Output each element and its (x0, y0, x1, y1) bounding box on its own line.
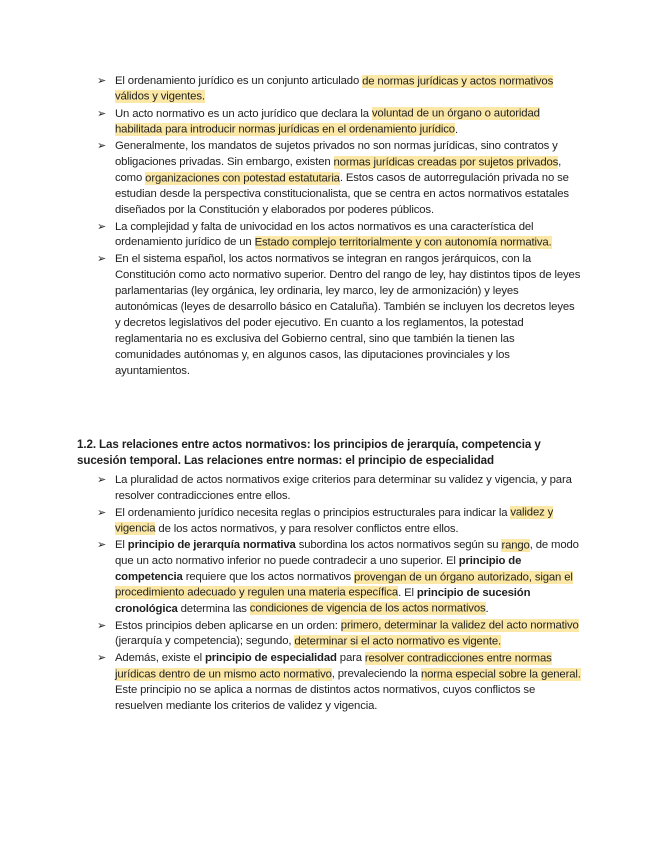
body-text: . El (398, 586, 417, 599)
body-text: Estos principios deben aplicarse en un orden: (115, 619, 341, 632)
arrow-bullet-icon: ➢ (97, 652, 107, 665)
bullet-list-section-2 (97, 473, 581, 716)
body-text: , prevaleciendo la (331, 668, 421, 681)
body-text: , de modo que un acto normativo inferior no puede contradecir a uno superior. El (115, 539, 579, 568)
body-text: Además, existe el (115, 652, 205, 665)
arrow-bullet-icon: ➢ (97, 107, 107, 120)
bold-term: principio de especialidad (204, 652, 337, 665)
section-heading: 1.2. Las relaciones entre actos normativos: los principios de jerarquía, competencia y sucesión temporal. Las relaciones entre normas: el principio de especialidad (77, 438, 541, 467)
bullet-item (97, 252, 581, 379)
bullet-item (97, 473, 581, 505)
bullet-item (97, 220, 581, 252)
bullet-item (97, 139, 581, 219)
highlighted-text: resolver contradicciones entre normas jurídicas dentro de un mismo acto normativo (115, 652, 552, 681)
body-text: En el sistema español, los actos normativos se integran en rangos jerárquicos, con la Constitución como acto normativo superior. Dentro del rango de ley, hay distintos tipos de leyes parlamentarias (ley orgánica, ley ordinaria, ley marco, ley de armonización) y leyes autonómicas (leyes de desarrollo básico en Cataluña). También se incluyen los decretos leyes y decretos legislativos del poder ejecutivo. En cuanto a los reglamentos, la potestad reglamentaria no es exclusiva del Gobierno central, sino que también la tienen las comunidades autónomas y, en algunos casos, las diputaciones provinciales y los ayuntamientos. (115, 253, 581, 377)
highlighted-text: condiciones de vigencia de los actos normativos (249, 602, 486, 615)
arrow-bullet-icon: ➢ (97, 75, 107, 87)
body-text: . Estos casos de autorregulación privada no se estudian desde la perspectiva constitucionalista, que se centra en actos normativos estatales diseñados por la Constitución y elaborados por poderes públicos. (115, 172, 569, 216)
body-text: de los actos normativos, y para resolver conflictos entre ellos. (155, 522, 459, 535)
body-text: para (336, 652, 365, 665)
bold-term: principio de jerarquía normativa (127, 539, 296, 552)
body-text: El (115, 539, 128, 552)
arrow-bullet-icon: ➢ (97, 220, 107, 233)
bullet-item (97, 74, 581, 106)
body-text: . (454, 123, 458, 136)
highlighted-text: determinar si el acto normativo es vigente. (294, 635, 502, 648)
body-text: Un acto normativo es un acto jurídico que declara la (115, 107, 372, 120)
arrow-bullet-icon: ➢ (97, 619, 107, 632)
body-text: Generalmente, los mandatos de sujetos privados no son normas jurídicas, sino contratos y obligaciones privadas. Sin embargo, existen (115, 140, 558, 169)
body-text: (jerarquía y competencia); segundo, (115, 635, 295, 648)
bullet-item (97, 619, 581, 651)
arrow-bullet-icon: ➢ (97, 539, 107, 552)
highlighted-text: Estado complejo territorialmente y con autonomía normativa. (254, 236, 552, 249)
bullet-item (97, 538, 581, 618)
arrow-bullet-icon: ➢ (97, 140, 107, 153)
body-text: El ordenamiento jurídico es un conjunto articulado (115, 75, 363, 87)
bullet-item (97, 506, 581, 538)
highlighted-text: de normas jurídicas y actos normativos válidos y vigentes. (115, 75, 554, 103)
arrow-bullet-icon: ➢ (97, 506, 107, 519)
bullet-item (97, 651, 581, 715)
body-text: . (485, 602, 489, 615)
bold-term: principio de sucesión cronológica (115, 586, 531, 615)
bold-term: principio de competencia (115, 555, 522, 584)
body-text: El ordenamiento jurídico necesita reglas o principios estructurales para indicar la (115, 506, 511, 519)
highlighted-text: norma especial sobre la general. (420, 668, 581, 681)
highlighted-text: validez y vigencia (115, 506, 554, 535)
highlighted-text: voluntad de un órgano o autoridad habilitada para introducir normas jurídicas en el ordenamiento jurídico (115, 107, 540, 136)
body-text: La pluralidad de actos normativos exige criterios para determinar su validez y vigencia, y para resolver contradicciones entre ellos. (115, 474, 572, 502)
highlighted-text: normas jurídicas creadas por sujetos privados (333, 156, 559, 169)
body-text: subordina los actos normativos según su (295, 539, 502, 552)
body-text: Este principio no se aplica a normas de distintos actos normativos, cuyos conflictos se resuelven mediante los criterios de validez y vigencia. (115, 683, 536, 712)
highlighted-text: primero, determinar la validez del acto normativo (340, 619, 579, 632)
highlighted-text: organizaciones con potestad estatutaria (145, 172, 340, 185)
highlighted-text: provengan de un órgano autorizado, sigan el procedimiento adecuado y regulen una materia específica (115, 571, 573, 599)
body-text: requiere que los actos normativos (182, 571, 355, 584)
bullet-item (97, 107, 581, 139)
arrow-bullet-icon: ➢ (97, 474, 107, 486)
highlighted-text: rango (501, 539, 530, 552)
arrow-bullet-icon: ➢ (97, 253, 107, 266)
body-text: determina las (177, 602, 250, 615)
body-text: , como (115, 156, 562, 185)
bullet-list-section-1 (97, 74, 581, 380)
body-text: La complejidad y falta de univocidad en los actos normativos es una característica del ordenamiento jurídico de un (115, 220, 534, 249)
